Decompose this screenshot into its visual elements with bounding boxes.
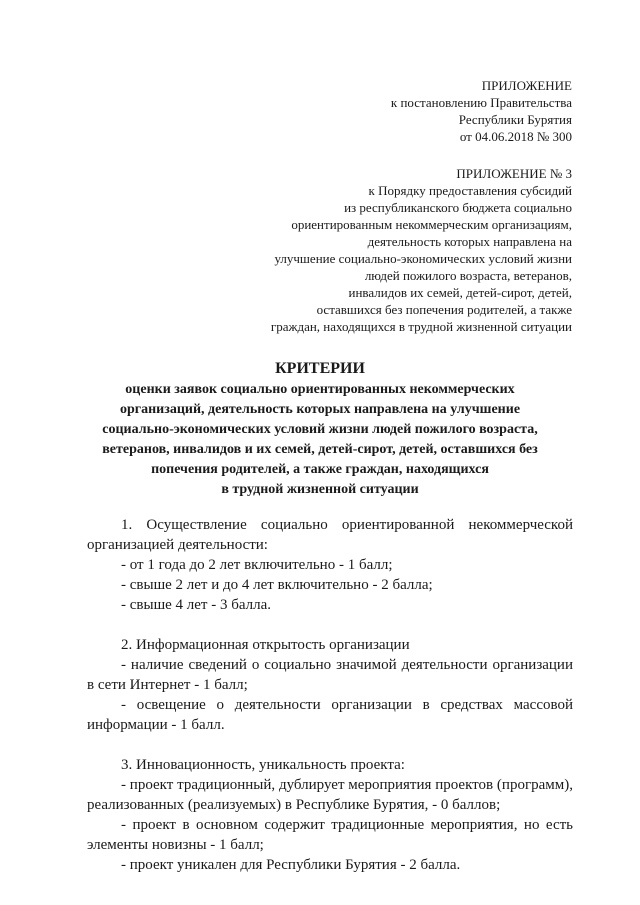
header-line: из республиканского бюджета социально — [344, 200, 572, 215]
document-subtitle — [70, 380, 570, 500]
subtitle-line: оценки заявок социально ориентированных некоммерческих — [125, 382, 515, 397]
criterion-item: - от 1 года до 2 лет включительно - 1 балл; — [121, 557, 393, 573]
criterion-item: - проект традиционный, дублирует мероприятия проектов (программ), реализованных (реализуемых) в Республике Бурятия, - 0 баллов; — [87, 777, 573, 813]
header-line: ориентированным некоммерческим организациям, — [291, 217, 572, 232]
appendix-header — [391, 77, 572, 145]
criterion-item: - проект в основном содержит традиционные мероприятия, но есть элементы новизны - 1 балл; — [87, 817, 573, 853]
criteria-body — [87, 515, 573, 895]
header-line: к Порядку предоставления субсидий — [368, 183, 572, 198]
header-line: Республики Бурятия — [458, 112, 572, 127]
criterion-item: - освещение о деятельности организации в средствах массовой информации - 1 балл. — [87, 697, 573, 733]
subtitle-line: в трудной жизненной ситуации — [221, 482, 419, 497]
header-line: от 04.06.2018 № 300 — [459, 129, 572, 144]
criterion-heading: 3. Инновационность, уникальность проекта: — [121, 757, 405, 773]
criterion-section-3 — [87, 755, 573, 875]
subtitle-line: организаций, деятельность которых направлена на улучшение — [119, 402, 521, 417]
document-title: КРИТЕРИИ — [275, 360, 365, 377]
criterion-heading: 2. Информационная открытость организации — [121, 637, 410, 653]
header-line: граждан, находящихся в трудной жизненной ситуации — [270, 319, 572, 334]
header-line: ПРИЛОЖЕНИЕ — [481, 78, 572, 93]
criterion-item: - свыше 2 лет и до 4 лет включительно - 2 балла; — [121, 577, 433, 593]
header-line: ПРИЛОЖЕНИЕ № 3 — [456, 166, 572, 181]
header-line: инвалидов их семей, детей-сирот, детей, — [348, 285, 572, 300]
header-line: деятельность которых направлена на — [367, 234, 572, 249]
header-line: к постановлению Правительства — [390, 95, 572, 110]
criterion-item: - наличие сведений о социально значимой деятельности организации в сети Интернет - 1 балл; — [87, 657, 573, 693]
criterion-section-2 — [87, 635, 573, 735]
header-line: улучшение социально-экономических условий жизни — [274, 251, 572, 266]
criterion-item: - проект уникален для Республики Бурятия - 2 балла. — [121, 857, 461, 873]
subtitle-line: социально-экономических условий жизни людей пожилого возраста, — [102, 422, 538, 437]
criterion-section-1 — [87, 515, 573, 615]
header-line: людей пожилого возраста, ветеранов, — [364, 268, 572, 283]
subtitle-line: попечения родителей, а также граждан, находящихся — [151, 462, 489, 477]
criterion-item: - свыше 4 лет - 3 балла. — [121, 597, 272, 613]
header-line: оставшихся без попечения родителей, а также — [316, 302, 572, 317]
appendix-3-header — [271, 165, 572, 335]
criterion-heading: 1. Осуществление социально ориентированной некоммерческой организацией деятельности: — [87, 517, 573, 553]
subtitle-line: ветеранов, инвалидов и их семей, детей-сирот, детей, оставшихся без — [102, 442, 538, 457]
